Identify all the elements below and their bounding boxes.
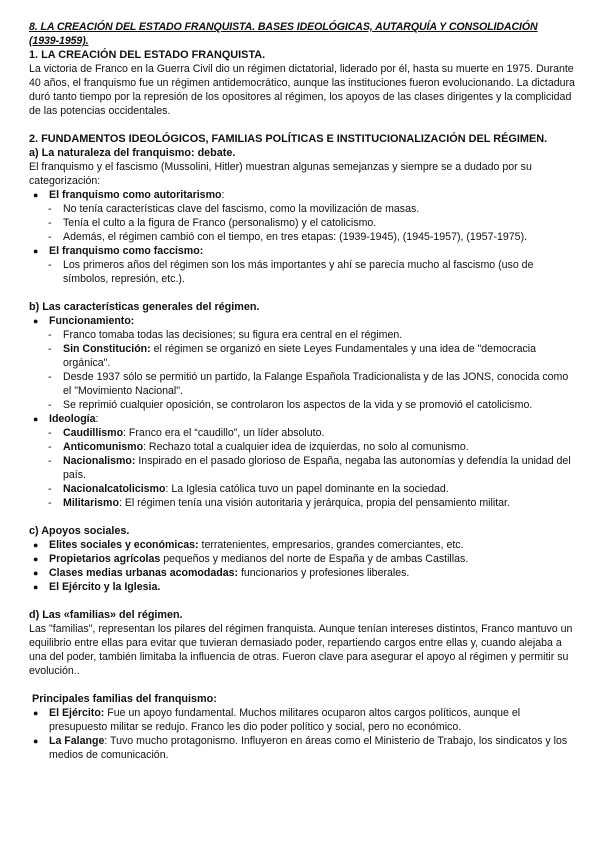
list-item: ● Clases medias urbanas acomodadas: funcionarios y profesiones liberales. [29,566,577,580]
list-item: - Anticomunismo: Rechazo total a cualquier idea de izquierdas, no solo al comunismo. [29,440,577,454]
list-item: ● Ideología: [29,412,577,426]
naturaleza-list [29,188,577,286]
familias-heading: Principales familias del franquismo: [32,693,217,705]
list-item: - Caudillismo: Franco era el “caudillo”, un líder absoluto. [29,426,577,440]
list-item: - Se reprimió cualquier oposición, se controlaron los aspectos de la vida y se promovió el catolicismo. [29,398,577,412]
subsection-c-heading: c) Apoyos sociales. [29,525,130,537]
list-item: ● Funcionamiento: [29,314,577,328]
list-item: - Sin Constitución: el régimen se organizó en siete Leyes Fundamentales y una idea de "democracia orgánica". [29,342,577,370]
list-item: ● Elites sociales y económicas: terratenientes, empresarios, grandes comerciantes, etc. [29,538,577,552]
list-item: - Nacionalismo: Inspirado en el pasado glorioso de España, negaba las autonomías y defendía la unidad del país. [29,454,577,482]
subsection-a-heading: a) La naturaleza del franquismo: debate. [29,147,236,159]
caracteristicas-list [29,314,577,510]
list-item: - Los primeros años del régimen son los más importantes y ahí se parecía mucho al fascismo (uso de símbolos, represión, etc.). [29,258,577,286]
list-item: ● El Ejército y la Iglesia. [29,580,577,594]
subsection-d-paragraph: Las "familias", representan los pilares del régimen franquista. Aunque tenían intereses distintos, Franco mantuvo un equilibrio entre ellas para evitar que tuvieran demasiado poder, repartiendo cargos entre ellas y, cuando alejaba a una del poder, también limitaba la influencia de otras. Fueron clave para asegurar el apoyo al régimen y permitir su evolución.. [29,623,573,677]
title-line-2: (1939-1959). [29,35,89,47]
list-item: - Franco tomaba todas las decisiones; su figura era central en el régimen. [29,328,577,342]
list-item: - No tenía características clave del fascismo, como la movilización de masas. [29,202,577,216]
list-item: ● Propietarios agrícolas pequeños y medianos del norte de España y de ambas Castillas. [29,552,577,566]
section-1-paragraph: La victoria de Franco en la Guerra Civil dio un régimen dictatorial, liderado por él, hasta su muerte en 1975. Durante 40 años, el franquismo fue un régimen antidemocrático, aunque las instituciones fueron evolucionando. La dictadura duró tanto tiempo por la represión de los opositores al régimen, los apoyos de las clases dirigentes y la complicidad de las potencias occidentales. [29,63,575,117]
familias-list [29,706,577,762]
document-title [29,20,577,48]
subsection-b-heading: b) Las características generales del régimen. [29,301,260,313]
list-item: ● El franquismo como autoritarismo: [29,188,577,202]
section-1-heading: 1. LA CREACIÓN DEL ESTADO FRANQUISTA. [29,49,266,61]
subsection-d-heading: d) Las «familias» del régimen. [29,609,183,621]
list-item: - Militarismo: El régimen tenía una visión autoritaria y jerárquica, propia del pensamiento militar. [29,496,577,510]
title-line-1: 8. LA CREACIÓN DEL ESTADO FRANQUISTA. BASES IDEOLÓGICAS, AUTARQUÍA Y CONSOLIDACIÓN [29,21,538,33]
document-page [29,20,577,762]
list-item: - Tenía el culto a la figura de Franco (personalismo) y el catolicismo. [29,216,577,230]
list-item: - Además, el régimen cambió con el tiempo, en tres etapas: (1939-1945), (1945-1957), (1957-1975). [29,230,577,244]
subsection-a-paragraph: El franquismo y el fascismo (Mussolini, Hitler) muestran algunas semejanzas y siempre se a dudado por su categorización: [29,161,532,187]
list-item: ● El franquismo como faccismo: [29,244,577,258]
list-item: ● El Ejército: Fue un apoyo fundamental. Muchos militares ocuparon altos cargos políticos, aunque el presupuesto militar se redujo. Franco les dio poder político y social, pero no económico. [29,706,577,734]
section-2-heading: 2. FUNDAMENTOS IDEOLÓGICOS, FAMILIAS POLÍTICAS E INSTITUCIONALIZACIÓN DEL RÉGIMEN. [29,133,548,145]
apoyos-list [29,538,577,594]
list-item: ● La Falange: Tuvo mucho protagonismo. Influyeron en áreas como el Ministerio de Trabajo, los sindicatos y los medios de comunicación. [29,734,577,762]
list-item: - Nacionalcatolicismo: La Iglesia católica tuvo un papel dominante en la sociedad. [29,482,577,496]
list-item: - Desde 1937 sólo se permitió un partido, la Falange Española Tradicionalista y de las JONS, conocida como el "Movimiento Nacional". [29,370,577,398]
